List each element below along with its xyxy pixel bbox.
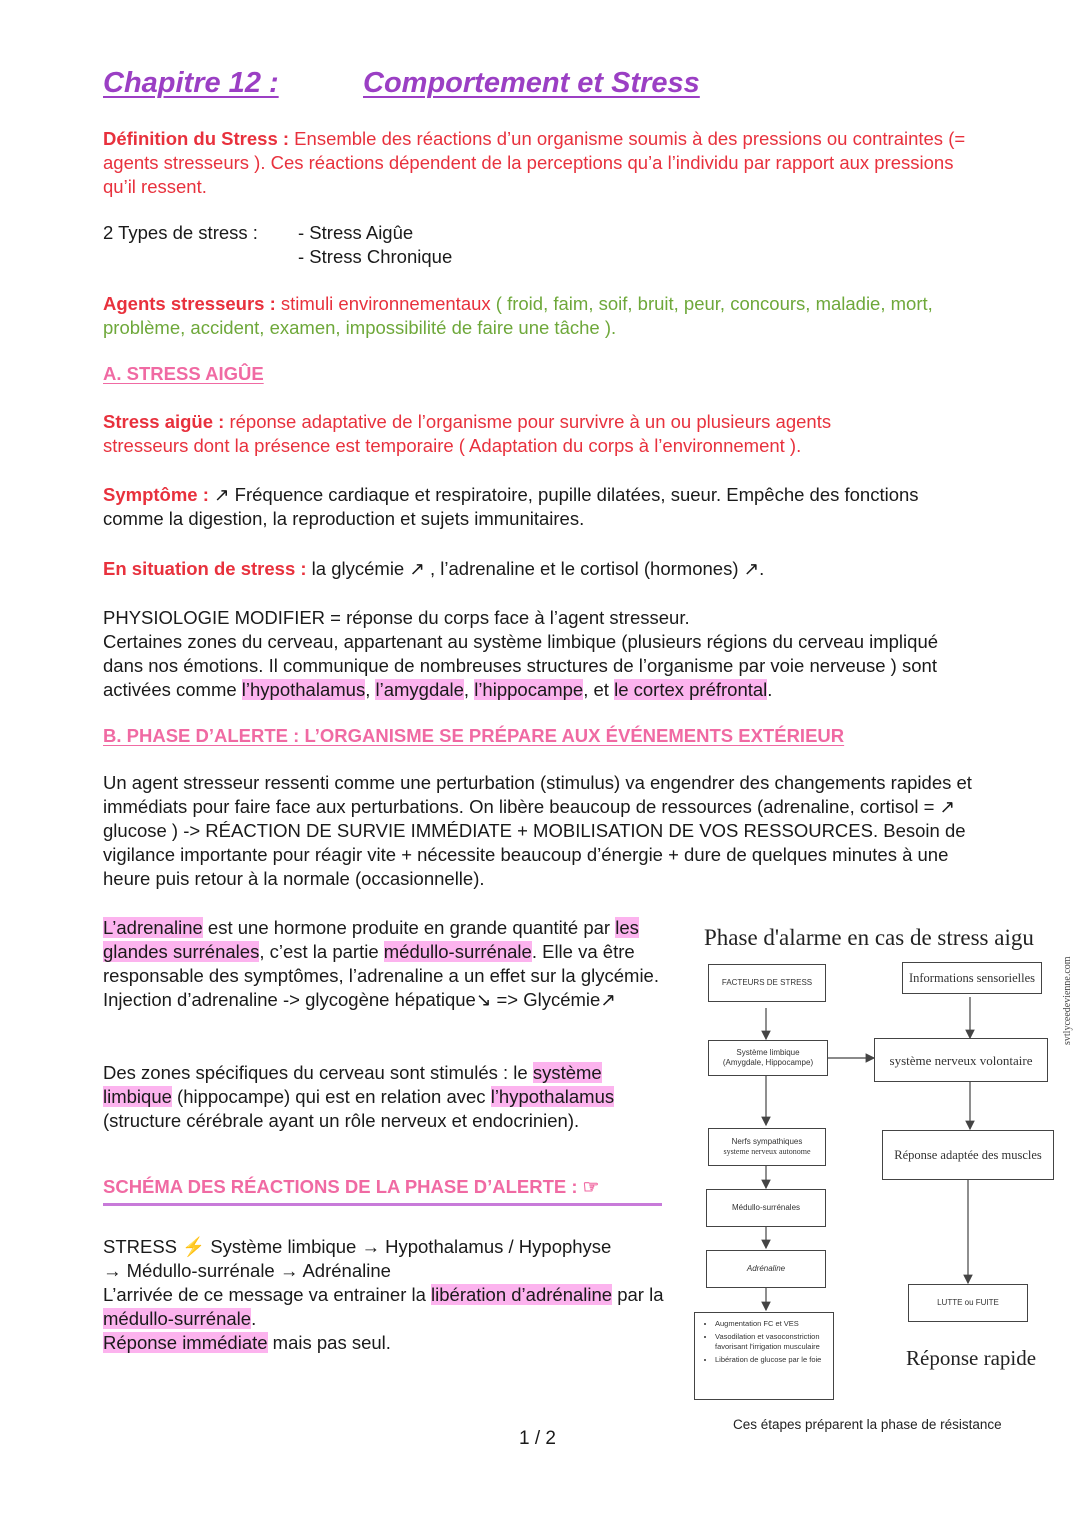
symptome-term: Symptôme :: [103, 484, 209, 505]
situation-text: la glycémie ↗ , l’adrenaline et le cortisol (hormones) ↗.: [306, 558, 765, 579]
physiologie-paragraph: [103, 606, 983, 702]
adrenaline-text: est une hormone produite en grande quantité par: [202, 917, 616, 938]
informations-sensorielles-box: Informations sensorielles: [902, 962, 1042, 994]
highlight-medullo-2: médullo-surrénale: [103, 1308, 252, 1329]
agents-term: Agents stresseurs :: [103, 293, 276, 314]
stress-type-item: - Stress Chronique: [298, 246, 453, 267]
highlight-adrenaline: L’adrenaline: [103, 917, 203, 938]
schema-text: .: [251, 1308, 257, 1329]
zones-text: (hippocampe) qui est en relation avec: [171, 1086, 491, 1107]
symptome-text: ↗ Fréquence cardiaque et respiratoire, pupille dilatées, sueur. Empêche des fonctions comme la digestion, la reproduction et sujets immunitaires.: [103, 484, 919, 529]
systeme-volontaire-box: système nerveux volontaire: [874, 1038, 1048, 1082]
reponse-rapide-label: Réponse rapide: [906, 1346, 1037, 1370]
agents-paragraph: [103, 292, 963, 340]
adrenaline-text: . Elle va être responsable des symptômes, l’adrenaline a un effet sur la glycémie.: [103, 941, 659, 986]
limbique-sublabel: (Amygdale, Hippocampe): [722, 1058, 814, 1067]
highlight-cortex: le cortex préfrontal: [614, 679, 768, 700]
stress-aigue-text: réponse adaptative de l’organisme pour survivre à un ou plusieurs agents stresseurs dont la présence est temporaire ( Adaptation du corps à l’environnement ).: [103, 411, 832, 456]
physiologie-definition: PHYSIOLOGIE MODIFIER = réponse du corps face à l’agent stresseur.: [103, 607, 690, 628]
agents-examples: ( froid, faim, soif, bruit, peur, concours, maladie, mort, problème, accident, examen, impossibilité de faire une tâche ).: [103, 293, 933, 338]
chapter-title: Comportement et Stress: [363, 67, 700, 99]
separator: , et: [583, 679, 615, 700]
nerfs-label: Nerfs sympathiques: [731, 1137, 803, 1146]
schema-underline: [103, 1203, 662, 1206]
symptome-paragraph: [103, 483, 923, 531]
stress-types-label: 2 Types de stress :: [103, 222, 258, 243]
diagram-caption: Ces étapes préparent la phase de résistance: [733, 1417, 1002, 1432]
situation-paragraph: [103, 557, 973, 581]
injection-line: Injection d’adrenaline -> glycogène hépatique↘ => Glycémie↗: [103, 989, 616, 1010]
schema-heading: SCHÉMA DES RÉACTIONS DE LA PHASE D’ALERTE : ☞: [103, 1176, 600, 1197]
diagram-title: Phase d'alarme en cas de stress aigu: [704, 925, 1034, 950]
schema-line-2: → Médullo-surrénale → Adrénaline: [103, 1260, 391, 1281]
reponse-muscles-box: Réponse adaptée des muscles: [882, 1130, 1054, 1180]
effect-item: • Augmentation FC et VES: [715, 1319, 833, 1329]
highlight-liberation: libération d’adrénaline: [431, 1284, 613, 1305]
effect-item: • Libération de glucose par le foie: [715, 1355, 833, 1365]
phase-alerte-paragraph: Un agent stresseur ressenti comme une perturbation (stimulus) va engendrer des changements rapides et immédiats pour faire face aux perturbations. On libère beaucoup de ressources (adrenaline, cortisol = ↗ glucose ) -> RÉACTION DE SURVIE IMMÉDIATE + MOBILISATION DE VOS RESSOURCES. Besoin de vigilance importante pour réagir vite + nécessite beaucoup d’énergie + dure de quelques minutes à une heure puis retour à la normale (occasionnelle).: [103, 772, 972, 889]
schema-line-1: STRESS ⚡ Système limbique → Hypothalamus / Hypophyse: [103, 1236, 612, 1257]
schema-text: L’arrivée de ce message va entrainer la: [103, 1284, 432, 1305]
source-watermark: svtlyceedevienne.com: [1062, 956, 1073, 1045]
situation-term: En situation de stress :: [103, 558, 307, 579]
section-a-heading: A. STRESS AIGÛE: [103, 363, 264, 384]
stress-aigue-term: Stress aigüe :: [103, 411, 225, 432]
separator: ,: [463, 679, 475, 700]
limbique-label: Système limbique: [736, 1048, 800, 1057]
definition-paragraph: [103, 127, 973, 199]
schema-paragraph: [103, 1235, 665, 1355]
zones-paragraph: [103, 1061, 665, 1133]
adrenaline-text: , c’est la partie: [259, 941, 384, 962]
nerfs-sympathiques-box: [708, 1128, 826, 1166]
schema-text: mais pas seul.: [267, 1332, 391, 1353]
highlight-reponse: Réponse immédiate: [103, 1332, 268, 1353]
zones-text: (structure cérébrale ayant un rôle nerveux et endocrinien).: [103, 1110, 580, 1131]
definition-text: Ensemble des réactions d’un organisme soumis à des pressions ou contraintes (= agents stresseurs ). Ces réactions dépendent de la perceptions qu’a l’individu par rapport aux pressions qu’il ressent.: [103, 128, 966, 197]
section-b-heading: B. PHASE D’ALERTE : L’ORGANISME SE PRÉPARE AUX ÉVÉNEMENTS EXTÉRIEUR: [103, 725, 845, 746]
effect-item: • Vasodilation et vasoconstriction favorisant l'irrigation musculaire: [715, 1332, 833, 1352]
lutte-fuite-box: LUTTE ou FUITE: [908, 1284, 1028, 1322]
chapter-number: Chapitre 12 :: [103, 67, 279, 99]
highlight-hypothalamus: l’hypothalamus: [241, 679, 366, 700]
highlight-amygdale: l’amygdale: [375, 679, 464, 700]
medullo-surrenales-box: Médullo-surrénales: [706, 1189, 826, 1227]
effects-box: [694, 1312, 834, 1400]
systeme-limbique-box: [708, 1040, 828, 1076]
facteurs-stress-box: FACTEURS DE STRESS: [708, 964, 826, 1002]
definition-term: Définition du Stress :: [103, 128, 290, 149]
zones-text: Des zones spécifiques du cerveau sont stimulés : le: [103, 1062, 533, 1083]
stress-aigue-paragraph: [103, 410, 903, 458]
highlight-medullo: médullo-surrénale: [383, 941, 532, 962]
separator: .: [767, 679, 773, 700]
separator: ,: [365, 679, 376, 700]
stress-type-item: - Stress Aigûe: [298, 222, 414, 243]
highlight-hippocampe: l’hippocampe: [474, 679, 584, 700]
page-number: 1 / 2: [519, 1428, 556, 1449]
schema-text: par la: [612, 1284, 664, 1305]
highlight-hypothalamus-2: l’hypothalamus: [490, 1086, 615, 1107]
nerfs-sublabel: systeme nerveux autonome: [723, 1147, 811, 1156]
physiologie-text: Certaines zones du cerveau, appartenant au système limbique (plusieurs régions du cerveau impliqué dans nos émotions. Il communique de nombreuses structures de l’organisme par voie nerveuse ) sont activées comme: [103, 631, 939, 700]
adrenaline-box: Adrénaline: [706, 1250, 826, 1288]
agents-text: stimuli environnementaux: [275, 293, 491, 314]
highlight-glandes: les glandes surrénales: [103, 917, 639, 962]
highlight-limbique: système limbique: [103, 1062, 602, 1107]
adrenaline-paragraph: [103, 916, 665, 1012]
